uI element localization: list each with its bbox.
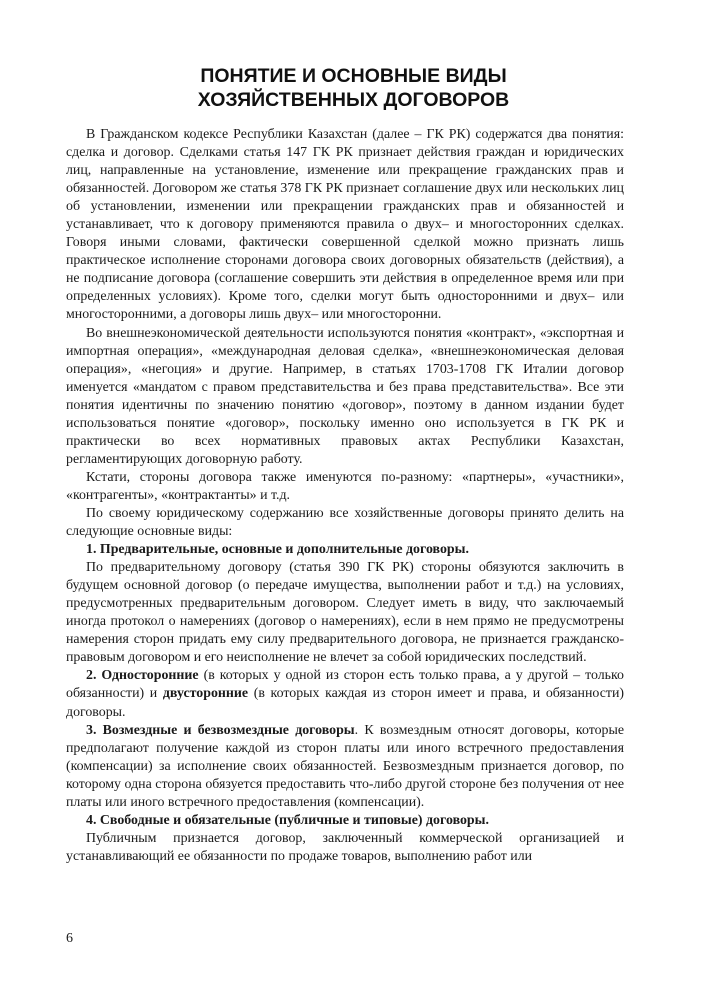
term-compensated: 3. Возмездные и безвозмездные договоры: [86, 722, 355, 738]
term-unilateral: 2. Односторонние: [86, 668, 199, 684]
term-bilateral: двусторонние: [162, 686, 249, 702]
paragraph-7: [66, 722, 624, 812]
paragraph-8: Публичным признается договор, заключенный коммерческой организацией и устанавливающий ее обязанности по продаже товаров, выполнению работ или: [66, 830, 624, 864]
title-line-2: ХОЗЯЙСТВЕННЫХ ДОГОВОРОВ: [197, 89, 510, 111]
title-line-1: ПОНЯТИЕ И ОСНОВНЫЕ ВИДЫ: [200, 65, 507, 87]
section-heading-1: [66, 541, 624, 559]
page-number: 6: [66, 931, 73, 946]
paragraph-7-text: . К возмездным относят договоры, которые предполагают получение каждой из сторон платы или иного встречного предоставления (компенсации) за исполнение своих обязанностей. Безвозмездным признается договор, по которому одна сторона обязуется предоставить что-либо другой стороне без получения от нее платы или иного встречного предоставления (компенсации).: [66, 722, 624, 810]
paragraph-6: [66, 667, 624, 721]
heading-1-text: 1. Предварительные, основные и дополнительные договоры.: [86, 542, 469, 558]
heading-4-text: 4. Свободные и обязательные (публичные и типовые) договоры.: [86, 812, 489, 828]
paragraph-6-text-1: (в которых у одной из сторон есть только права, а у другой – только обязанности) и: [66, 668, 624, 702]
paragraph-2: Во внешнеэкономической деятельности используются понятия «контракт», «экспортная и импортная операция», «международная деловая сделка», «внешнеэкономическая деловая операция», «негоция» и другие. Например, в статьях 1703-1708 ГК Италии договор именуется «мандатом с правом представительства и без права представительства». Все эти понятия идентичны по значению понятию «договор», поэтому в данном издании будет использоваться понятие «договор», поскольку именно оно используется в ГК РК и практически во всех нормативных правовых актах Республики Казахстан, регламентирующих договорную работу.: [66, 325, 624, 467]
page-title: [60, 64, 647, 112]
paragraph-3: Кстати, стороны договора также именуются по-разному: «партнеры», «участники», «контрагенты», «контрактанты» и т.д.: [66, 469, 624, 503]
body-text: [66, 126, 624, 866]
paragraph-5: По предварительному договору (статья 390 ГК РК) стороны обязуются заключить в будущем основной договор (о передаче имущества, выполнении работ и т.д.) на условиях, предусмотренных предварительным договором. Следует иметь в виду, что заключаемый иногда протокол о намерениях (договор о намерениях), если в нем прямо не предусмотрены намерения сторон придать ему силу предварительного договора, не признается гражданско-правовым договором и его неисполнение не влечет за собой юридических последствий.: [66, 560, 624, 666]
section-heading-4: [66, 812, 624, 830]
paragraph-4: По своему юридическому содержанию все хозяйственные договоры принято делить на следующие основные виды:: [66, 505, 624, 540]
paragraph-6-text-2: (в которых каждая из сторон имеет и права, и обязанности) договоры.: [66, 686, 624, 720]
paragraph-1: В Гражданском кодексе Республики Казахстан (далее – ГК РК) содержатся два понятия: сделка и договор. Сделками статья 147 ГК РК признает действия граждан и юридических лиц, направленные на установление, изменение или прекращение гражданских прав и обязанностей. Договором же статья 378 ГК РК признает соглашение двух или нескольких лиц об установлении, изменении или прекращении гражданских прав и обязанностей и устанавливает, что к договору применяются правила о двух– и многосторонних сделках. Говоря иными словами, фактически совершенной сделкой можно признать лишь практическое исполнение сторонами договора своих договорных обязательств (действия), а не подписание договора (соглашение совершить эти действия в определенное время или при определенных условиях). Кроме того, сделки могут быть односторонними и двух– или многосторонними, а договоры лишь двух– или многосторонни.: [66, 127, 624, 323]
